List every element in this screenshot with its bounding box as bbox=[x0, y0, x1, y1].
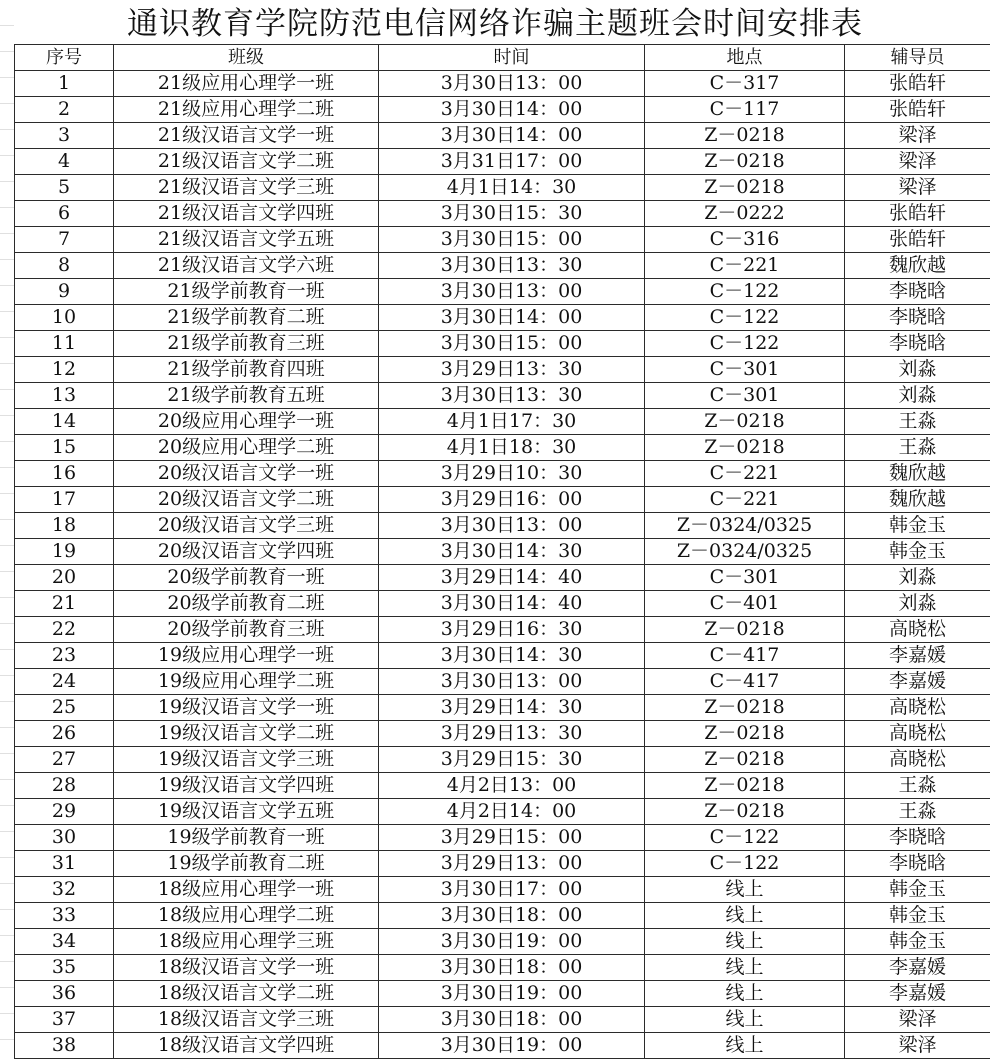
cell-time[interactable]: 3月29日13：30 bbox=[379, 721, 645, 747]
cell-index[interactable]: 4 bbox=[15, 149, 114, 175]
cell-location[interactable]: 线上 bbox=[645, 877, 845, 903]
cell-class[interactable]: 21级汉语言文学六班 bbox=[114, 253, 379, 279]
cell-counselor[interactable]: 魏欣越 bbox=[845, 461, 990, 487]
table-row bbox=[15, 565, 990, 591]
table-row bbox=[15, 409, 990, 435]
cell-time[interactable]: 3月30日18：00 bbox=[379, 955, 645, 981]
cell-counselor[interactable]: 魏欣越 bbox=[845, 253, 990, 279]
cell-location[interactable]: C－417 bbox=[645, 669, 845, 695]
cell-class[interactable]: 21级学前教育四班 bbox=[114, 357, 379, 383]
cell-index[interactable]: 19 bbox=[15, 539, 114, 565]
cell-class[interactable]: 18级汉语言文学一班 bbox=[114, 955, 379, 981]
cell-class[interactable]: 20级汉语言文学二班 bbox=[114, 487, 379, 513]
cell-class[interactable]: 21级学前教育二班 bbox=[114, 305, 379, 331]
cell-class[interactable]: 20级学前教育三班 bbox=[114, 617, 379, 643]
table-row bbox=[15, 643, 990, 669]
cell-index[interactable]: 5 bbox=[15, 175, 114, 201]
cell-time[interactable]: 4月2日14：00 bbox=[379, 799, 645, 825]
cell-counselor[interactable]: 高晓松 bbox=[845, 747, 990, 773]
cell-index[interactable]: 1 bbox=[15, 71, 114, 97]
cell-counselor[interactable]: 李晓晗 bbox=[845, 279, 990, 305]
table-row bbox=[15, 669, 990, 695]
cell-time[interactable]: 3月30日19：00 bbox=[379, 1033, 645, 1059]
cell-index[interactable]: 33 bbox=[15, 903, 114, 929]
table-row bbox=[15, 487, 990, 513]
table-row bbox=[15, 851, 990, 877]
cell-time[interactable]: 3月29日14：40 bbox=[379, 565, 645, 591]
table-row bbox=[15, 799, 990, 825]
header-row bbox=[15, 45, 990, 71]
cell-time[interactable]: 3月30日19：00 bbox=[379, 981, 645, 1007]
cell-index[interactable]: 9 bbox=[15, 279, 114, 305]
cell-index[interactable]: 24 bbox=[15, 669, 114, 695]
cell-time[interactable]: 3月29日15：30 bbox=[379, 747, 645, 773]
cell-location[interactable]: Z－0324/0325 bbox=[645, 513, 845, 539]
cell-class[interactable]: 21级学前教育一班 bbox=[114, 279, 379, 305]
cell-index[interactable]: 36 bbox=[15, 981, 114, 1007]
cell-counselor[interactable]: 刘淼 bbox=[845, 591, 990, 617]
cell-location[interactable]: Z－0218 bbox=[645, 695, 845, 721]
cell-counselor[interactable]: 高晓松 bbox=[845, 721, 990, 747]
table-row bbox=[15, 1007, 990, 1033]
table-row bbox=[15, 97, 990, 123]
cell-index[interactable]: 30 bbox=[15, 825, 114, 851]
cell-index[interactable]: 18 bbox=[15, 513, 114, 539]
cell-counselor[interactable]: 梁泽 bbox=[845, 1033, 990, 1059]
cell-location[interactable]: Z－0218 bbox=[645, 747, 845, 773]
cell-counselor[interactable]: 刘淼 bbox=[845, 383, 990, 409]
table-row bbox=[15, 201, 990, 227]
cell-time[interactable]: 3月30日14：30 bbox=[379, 539, 645, 565]
cell-location[interactable]: C－122 bbox=[645, 279, 845, 305]
cell-time[interactable]: 3月30日14：00 bbox=[379, 305, 645, 331]
cell-counselor[interactable]: 王淼 bbox=[845, 773, 990, 799]
cell-index[interactable]: 37 bbox=[15, 1007, 114, 1033]
table-row bbox=[15, 903, 990, 929]
cell-index[interactable]: 22 bbox=[15, 617, 114, 643]
table-row bbox=[15, 71, 990, 97]
cell-location[interactable]: 线上 bbox=[645, 903, 845, 929]
cell-counselor[interactable]: 梁泽 bbox=[845, 149, 990, 175]
cell-time[interactable]: 4月1日14：30 bbox=[379, 175, 645, 201]
cell-class[interactable]: 20级汉语言文学三班 bbox=[114, 513, 379, 539]
cell-counselor[interactable]: 李晓晗 bbox=[845, 851, 990, 877]
cell-location[interactable]: C－221 bbox=[645, 461, 845, 487]
cell-counselor[interactable]: 张皓轩 bbox=[845, 227, 990, 253]
cell-location[interactable]: Z－0218 bbox=[645, 409, 845, 435]
cell-class[interactable]: 21级汉语言文学三班 bbox=[114, 175, 379, 201]
cell-index[interactable]: 6 bbox=[15, 201, 114, 227]
cell-class[interactable]: 19级应用心理学一班 bbox=[114, 643, 379, 669]
table-row bbox=[15, 331, 990, 357]
cell-counselor[interactable]: 李嘉媛 bbox=[845, 643, 990, 669]
cell-index[interactable]: 3 bbox=[15, 123, 114, 149]
cell-class[interactable]: 20级应用心理学二班 bbox=[114, 435, 379, 461]
table-row bbox=[15, 513, 990, 539]
cell-counselor[interactable]: 韩金玉 bbox=[845, 513, 990, 539]
cell-class[interactable]: 21级汉语言文学二班 bbox=[114, 149, 379, 175]
cell-class[interactable]: 19级汉语言文学一班 bbox=[114, 695, 379, 721]
cell-counselor[interactable]: 高晓松 bbox=[845, 695, 990, 721]
cell-time[interactable]: 3月29日15：00 bbox=[379, 825, 645, 851]
cell-index[interactable]: 21 bbox=[15, 591, 114, 617]
table-row bbox=[15, 149, 990, 175]
cell-class[interactable]: 21级应用心理学一班 bbox=[114, 71, 379, 97]
cell-time[interactable]: 3月30日14：30 bbox=[379, 643, 645, 669]
table-row bbox=[15, 695, 990, 721]
cell-location[interactable]: Z－0218 bbox=[645, 799, 845, 825]
cell-location[interactable]: C－417 bbox=[645, 643, 845, 669]
cell-class[interactable]: 18级汉语言文学四班 bbox=[114, 1033, 379, 1059]
cell-time[interactable]: 3月29日16：00 bbox=[379, 487, 645, 513]
schedule-table bbox=[14, 44, 990, 1059]
cell-class[interactable]: 18级汉语言文学二班 bbox=[114, 981, 379, 1007]
cell-counselor[interactable]: 王淼 bbox=[845, 799, 990, 825]
cell-counselor[interactable]: 张皓轩 bbox=[845, 201, 990, 227]
cell-time[interactable]: 3月30日13：00 bbox=[379, 669, 645, 695]
cell-location[interactable]: Z－0218 bbox=[645, 721, 845, 747]
cell-index[interactable]: 8 bbox=[15, 253, 114, 279]
cell-class[interactable]: 18级汉语言文学三班 bbox=[114, 1007, 379, 1033]
cell-location[interactable]: Z－0218 bbox=[645, 773, 845, 799]
cell-time[interactable]: 3月30日14：00 bbox=[379, 97, 645, 123]
cell-index[interactable]: 32 bbox=[15, 877, 114, 903]
table-row bbox=[15, 955, 990, 981]
table-row bbox=[15, 435, 990, 461]
table-row bbox=[15, 305, 990, 331]
col-header-location[interactable]: 地点 bbox=[645, 45, 845, 71]
cell-class[interactable]: 19级学前教育一班 bbox=[114, 825, 379, 851]
table-row bbox=[15, 747, 990, 773]
cell-index[interactable]: 26 bbox=[15, 721, 114, 747]
cell-class[interactable]: 19级汉语言文学四班 bbox=[114, 773, 379, 799]
table-row bbox=[15, 981, 990, 1007]
cell-index[interactable]: 16 bbox=[15, 461, 114, 487]
cell-counselor[interactable]: 韩金玉 bbox=[845, 539, 990, 565]
cell-time[interactable]: 3月30日13：30 bbox=[379, 253, 645, 279]
cell-time[interactable]: 3月29日16：30 bbox=[379, 617, 645, 643]
cell-index[interactable]: 23 bbox=[15, 643, 114, 669]
cell-index[interactable]: 17 bbox=[15, 487, 114, 513]
cell-location[interactable]: Z－0218 bbox=[645, 435, 845, 461]
cell-counselor[interactable]: 梁泽 bbox=[845, 123, 990, 149]
cell-class[interactable]: 20级应用心理学一班 bbox=[114, 409, 379, 435]
cell-class[interactable]: 18级应用心理学二班 bbox=[114, 903, 379, 929]
cell-time[interactable]: 4月2日13：00 bbox=[379, 773, 645, 799]
cell-counselor[interactable]: 张皓轩 bbox=[845, 97, 990, 123]
cell-index[interactable]: 25 bbox=[15, 695, 114, 721]
cell-location[interactable]: 线上 bbox=[645, 1033, 845, 1059]
cell-counselor[interactable]: 梁泽 bbox=[845, 175, 990, 201]
cell-location[interactable]: C－301 bbox=[645, 383, 845, 409]
cell-counselor[interactable]: 王淼 bbox=[845, 435, 990, 461]
cell-class[interactable]: 19级应用心理学二班 bbox=[114, 669, 379, 695]
cell-time[interactable]: 3月29日10：30 bbox=[379, 461, 645, 487]
cell-time[interactable]: 4月1日17：30 bbox=[379, 409, 645, 435]
cell-counselor[interactable]: 梁泽 bbox=[845, 1007, 990, 1033]
cell-location[interactable]: C－122 bbox=[645, 305, 845, 331]
table-row bbox=[15, 461, 990, 487]
cell-counselor[interactable]: 刘淼 bbox=[845, 565, 990, 591]
cell-class[interactable]: 21级学前教育三班 bbox=[114, 331, 379, 357]
cell-index[interactable]: 20 bbox=[15, 565, 114, 591]
cell-location[interactable]: Z－0218 bbox=[645, 617, 845, 643]
cell-class[interactable]: 18级应用心理学一班 bbox=[114, 877, 379, 903]
cell-counselor[interactable]: 刘淼 bbox=[845, 357, 990, 383]
cell-class[interactable]: 21级汉语言文学五班 bbox=[114, 227, 379, 253]
cell-location[interactable]: Z－0218 bbox=[645, 123, 845, 149]
cell-time[interactable]: 3月29日14：30 bbox=[379, 695, 645, 721]
cell-class[interactable]: 19级汉语言文学二班 bbox=[114, 721, 379, 747]
cell-location[interactable]: C－301 bbox=[645, 357, 845, 383]
cell-location[interactable]: C－122 bbox=[645, 825, 845, 851]
cell-class[interactable]: 21级应用心理学二班 bbox=[114, 97, 379, 123]
cell-index[interactable]: 7 bbox=[15, 227, 114, 253]
table-row bbox=[15, 721, 990, 747]
cell-location[interactable]: C－122 bbox=[645, 331, 845, 357]
cell-time[interactable]: 3月30日14：40 bbox=[379, 591, 645, 617]
cell-class[interactable]: 19级汉语言文学三班 bbox=[114, 747, 379, 773]
cell-counselor[interactable]: 韩金玉 bbox=[845, 877, 990, 903]
cell-index[interactable]: 27 bbox=[15, 747, 114, 773]
cell-time[interactable]: 3月30日17：00 bbox=[379, 877, 645, 903]
cell-location[interactable]: Z－0218 bbox=[645, 149, 845, 175]
cell-counselor[interactable]: 李嘉媛 bbox=[845, 981, 990, 1007]
table-row bbox=[15, 227, 990, 253]
cell-class[interactable]: 20级汉语言文学一班 bbox=[114, 461, 379, 487]
table-body bbox=[15, 71, 990, 1059]
cell-location[interactable]: C－317 bbox=[645, 71, 845, 97]
col-header-counselor[interactable]: 辅导员 bbox=[845, 45, 990, 71]
cell-counselor[interactable]: 李嘉媛 bbox=[845, 669, 990, 695]
cell-class[interactable]: 20级学前教育二班 bbox=[114, 591, 379, 617]
cell-location[interactable]: 线上 bbox=[645, 929, 845, 955]
cell-location[interactable]: C－301 bbox=[645, 565, 845, 591]
table-row bbox=[15, 877, 990, 903]
table-row bbox=[15, 383, 990, 409]
cell-location[interactable]: C－117 bbox=[645, 97, 845, 123]
col-header-class[interactable]: 班级 bbox=[114, 45, 379, 71]
table-row bbox=[15, 773, 990, 799]
col-header-index[interactable]: 序号 bbox=[15, 45, 114, 71]
cell-location[interactable]: Z－0324/0325 bbox=[645, 539, 845, 565]
cell-time[interactable]: 3月30日14：00 bbox=[379, 123, 645, 149]
cell-counselor[interactable]: 李嘉媛 bbox=[845, 955, 990, 981]
cell-time[interactable]: 4月1日18：30 bbox=[379, 435, 645, 461]
cell-class[interactable]: 20级汉语言文学四班 bbox=[114, 539, 379, 565]
table-row bbox=[15, 825, 990, 851]
table-row bbox=[15, 357, 990, 383]
cell-location[interactable]: 线上 bbox=[645, 955, 845, 981]
row-header-gutter bbox=[0, 0, 14, 1058]
cell-time[interactable]: 3月30日15：00 bbox=[379, 331, 645, 357]
cell-time[interactable]: 3月30日18：00 bbox=[379, 903, 645, 929]
cell-class[interactable]: 19级汉语言文学五班 bbox=[114, 799, 379, 825]
cell-time[interactable]: 3月29日13：30 bbox=[379, 357, 645, 383]
table-row bbox=[15, 539, 990, 565]
cell-location[interactable]: Z－0222 bbox=[645, 201, 845, 227]
table-row bbox=[15, 929, 990, 955]
table-row bbox=[15, 591, 990, 617]
cell-index[interactable]: 13 bbox=[15, 383, 114, 409]
cell-class[interactable]: 20级学前教育一班 bbox=[114, 565, 379, 591]
cell-index[interactable]: 2 bbox=[15, 97, 114, 123]
table-row bbox=[15, 123, 990, 149]
cell-location[interactable]: 线上 bbox=[645, 1007, 845, 1033]
cell-index[interactable]: 34 bbox=[15, 929, 114, 955]
table-row bbox=[15, 279, 990, 305]
cell-index[interactable]: 10 bbox=[15, 305, 114, 331]
cell-index[interactable]: 15 bbox=[15, 435, 114, 461]
cell-index[interactable]: 31 bbox=[15, 851, 114, 877]
cell-index[interactable]: 28 bbox=[15, 773, 114, 799]
cell-class[interactable]: 21级汉语言文学一班 bbox=[114, 123, 379, 149]
cell-index[interactable]: 35 bbox=[15, 955, 114, 981]
cell-counselor[interactable]: 李晓晗 bbox=[845, 331, 990, 357]
cell-location[interactable]: C－221 bbox=[645, 487, 845, 513]
cell-location[interactable]: C－221 bbox=[645, 253, 845, 279]
cell-time[interactable]: 3月30日13：00 bbox=[379, 513, 645, 539]
cell-index[interactable]: 29 bbox=[15, 799, 114, 825]
cell-index[interactable]: 12 bbox=[15, 357, 114, 383]
cell-counselor[interactable]: 李晓晗 bbox=[845, 825, 990, 851]
cell-time[interactable]: 3月30日13：00 bbox=[379, 71, 645, 97]
cell-index[interactable]: 14 bbox=[15, 409, 114, 435]
table-row bbox=[15, 253, 990, 279]
cell-time[interactable]: 3月30日19：00 bbox=[379, 929, 645, 955]
cell-time[interactable]: 3月30日18：00 bbox=[379, 1007, 645, 1033]
cell-time[interactable]: 3月31日17：00 bbox=[379, 149, 645, 175]
cell-class[interactable]: 21级汉语言文学四班 bbox=[114, 201, 379, 227]
table-row bbox=[15, 617, 990, 643]
cell-counselor[interactable]: 张皓轩 bbox=[845, 71, 990, 97]
cell-index[interactable]: 11 bbox=[15, 331, 114, 357]
cell-location[interactable]: C－401 bbox=[645, 591, 845, 617]
cell-counselor[interactable]: 魏欣越 bbox=[845, 487, 990, 513]
cell-counselor[interactable]: 王淼 bbox=[845, 409, 990, 435]
cell-class[interactable]: 21级学前教育五班 bbox=[114, 383, 379, 409]
cell-counselor[interactable]: 高晓松 bbox=[845, 617, 990, 643]
cell-location[interactable]: C－122 bbox=[645, 851, 845, 877]
cell-location[interactable]: Z－0218 bbox=[645, 175, 845, 201]
col-header-time[interactable]: 时间 bbox=[379, 45, 645, 71]
cell-counselor[interactable]: 韩金玉 bbox=[845, 929, 990, 955]
cell-class[interactable]: 18级应用心理学三班 bbox=[114, 929, 379, 955]
cell-counselor[interactable]: 李晓晗 bbox=[845, 305, 990, 331]
cell-index[interactable]: 38 bbox=[15, 1033, 114, 1059]
cell-location[interactable]: C－316 bbox=[645, 227, 845, 253]
cell-time[interactable]: 3月29日13：00 bbox=[379, 851, 645, 877]
cell-time[interactable]: 3月30日13：30 bbox=[379, 383, 645, 409]
cell-time[interactable]: 3月30日15：00 bbox=[379, 227, 645, 253]
cell-time[interactable]: 3月30日15：30 bbox=[379, 201, 645, 227]
table-row bbox=[15, 175, 990, 201]
page-title: 通识教育学院防范电信网络诈骗主题班会时间安排表 bbox=[0, 0, 990, 44]
cell-time[interactable]: 3月30日13：00 bbox=[379, 279, 645, 305]
cell-location[interactable]: 线上 bbox=[645, 981, 845, 1007]
cell-class[interactable]: 19级学前教育二班 bbox=[114, 851, 379, 877]
table-row bbox=[15, 1033, 990, 1059]
cell-counselor[interactable]: 韩金玉 bbox=[845, 903, 990, 929]
